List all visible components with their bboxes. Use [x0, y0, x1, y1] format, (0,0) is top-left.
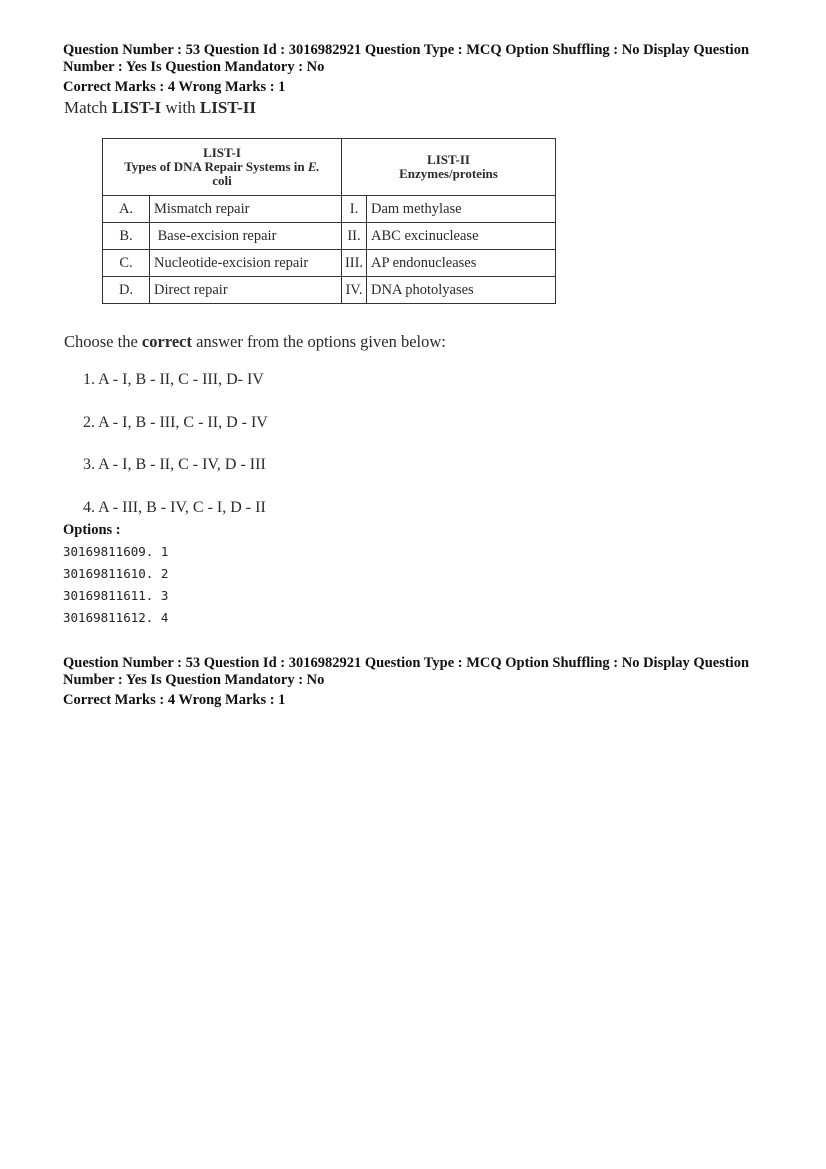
table-row — [103, 250, 556, 277]
table-row — [103, 277, 556, 304]
question-header — [63, 42, 783, 96]
row-value-left: Base-excision repair — [150, 223, 342, 250]
option-id: 30169811610. 2 — [63, 566, 169, 581]
list2-ref: LIST-II — [199, 98, 256, 117]
row-key-right: III. — [342, 250, 367, 277]
question-meta-line-1: Question Number : 53 Question Id : 3016982921 Question Type : MCQ Option Shuffling : No Display Question — [63, 655, 750, 671]
row-key-left: A. — [103, 196, 150, 223]
list1-subtitle-cont: coli — [212, 173, 232, 188]
list1-subtitle: Types of DNA Repair Systems in E. — [124, 159, 320, 174]
choose-instruction: Choose the correct answer from the options given below: — [64, 332, 446, 351]
list2-subtitle: Enzymes/proteins — [399, 166, 498, 181]
row-key-right: IV. — [342, 277, 367, 304]
row-value-left: Mismatch repair — [150, 196, 342, 223]
row-key-left: D. — [103, 277, 150, 304]
match-prefix: Match — [64, 98, 112, 117]
answer-option-2: 2. A - I, B - III, C - II, D - IV — [83, 414, 268, 431]
row-key-right: I. — [342, 196, 367, 223]
match-with: with — [161, 98, 200, 117]
row-key-left: C. — [103, 250, 150, 277]
list2-title: LIST-II — [427, 152, 470, 167]
row-value-right: AP endonucleases — [367, 250, 556, 277]
match-table — [102, 138, 556, 304]
row-key-right: II. — [342, 223, 367, 250]
table-header-row — [103, 139, 556, 196]
row-value-left: Direct repair — [150, 277, 342, 304]
table-row — [103, 196, 556, 223]
row-value-right: DNA photolyases — [367, 277, 556, 304]
list1-ref: LIST-I — [111, 98, 162, 117]
match-instruction — [64, 98, 256, 118]
table-row — [103, 223, 556, 250]
option-id: 30169811612. 4 — [63, 610, 169, 625]
row-value-right: ABC excinuclease — [367, 223, 556, 250]
question-meta-line-2: Number : Yes Is Question Mandatory : No — [63, 672, 325, 688]
option-id: 30169811611. 3 — [63, 588, 169, 603]
answer-option-3: 3. A - I, B - II, C - IV, D - III — [83, 456, 266, 473]
next-question-header — [63, 655, 783, 709]
question-meta-line-2: Number : Yes Is Question Mandatory : No — [63, 59, 325, 75]
options-label: Options : — [63, 522, 121, 538]
list1-header — [103, 139, 342, 196]
list1-title: LIST-I — [203, 145, 241, 160]
marks-line: Correct Marks : 4 Wrong Marks : 1 — [63, 692, 286, 708]
answer-option-1: 1. A - I, B - II, C - III, D- IV — [83, 371, 264, 388]
row-value-left: Nucleotide-excision repair — [150, 250, 342, 277]
question-meta-line-1: Question Number : 53 Question Id : 3016982921 Question Type : MCQ Option Shuffling : No Display Question — [63, 42, 750, 58]
row-value-right: Dam methylase — [367, 196, 556, 223]
answer-option-4: 4. A - III, B - IV, C - I, D - II — [83, 499, 266, 516]
row-key-left: B. — [103, 223, 150, 250]
marks-line: Correct Marks : 4 Wrong Marks : 1 — [63, 79, 286, 95]
option-id: 30169811609. 1 — [63, 544, 169, 559]
list2-header — [342, 139, 556, 196]
